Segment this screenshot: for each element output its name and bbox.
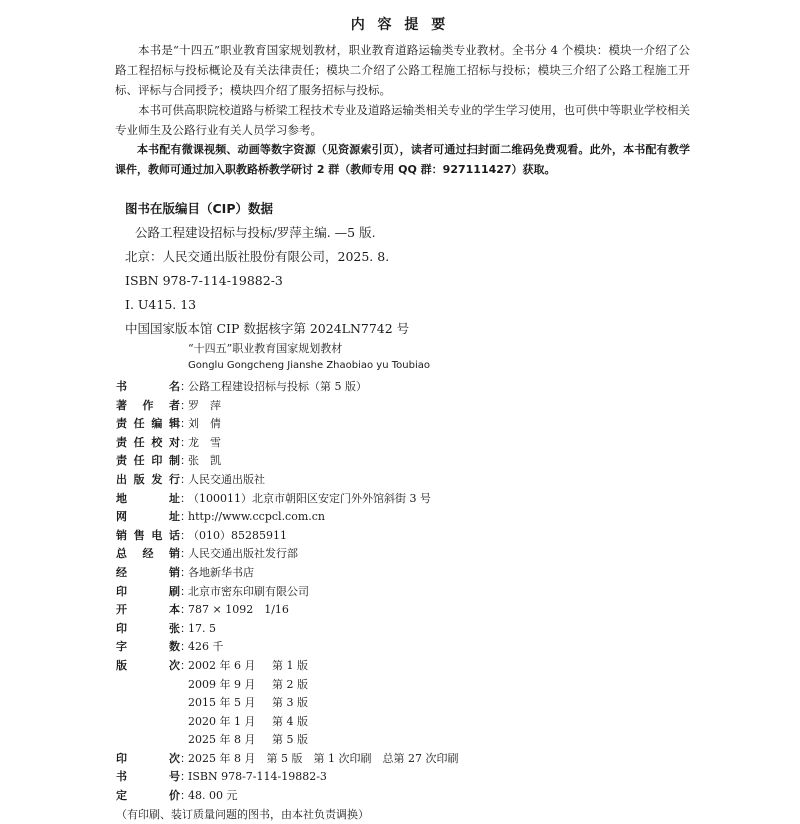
edition-date: 2002 年 6 月	[188, 658, 256, 672]
field-value: 426 千	[188, 640, 224, 654]
field-value: （010）85285911	[188, 528, 287, 542]
field-label: 经 销	[116, 565, 180, 579]
field-value: 刘 倩	[188, 417, 221, 431]
colophon-row: 责任编辑 ： 刘 倩	[116, 415, 716, 434]
field-label: 版 次	[116, 658, 180, 672]
field-value: 2025 年 8 月 第 5 版 第 1 次印刷 总第 27 次印刷	[188, 751, 459, 765]
edition-number: 第 2 版	[272, 677, 308, 691]
field-label: 著 作 者	[116, 398, 180, 412]
edition-date: 2009 年 9 月	[188, 677, 256, 691]
field-label: 地 址	[116, 491, 180, 505]
summary-text-2	[115, 100, 690, 140]
cip-classification: Ⅰ. U415. 13	[125, 297, 197, 312]
edition-number: 第 1 版	[272, 658, 308, 672]
edition-date: 2015 年 5 月	[188, 696, 256, 710]
field-value: 人民交通出版社	[188, 472, 265, 486]
field-label: 定 价	[116, 789, 180, 803]
cip-line-title: 公路工程建设招标与投标/罗萍主编. —5 版.	[135, 225, 376, 240]
field-value: （100011）北京市朝阳区安定门外外馆斜街 3 号	[188, 491, 431, 505]
field-label: 网 址	[116, 510, 180, 524]
colophon-table	[116, 378, 716, 824]
colophon-row: 印 张 ： 17. 5	[116, 620, 716, 639]
field-label: 字 数	[116, 640, 180, 654]
field-value: 各地新华书店	[188, 565, 254, 579]
price-row: 定 价 ： 48. 00 元	[116, 787, 716, 806]
field-value: 罗 萍	[188, 398, 221, 412]
field-label: 印 张	[116, 621, 180, 635]
summary-paragraph-digital-resources: 本书配有微课视频、动画等数字资源（见资源索引页），读者可通过扫封面二维码免费观看。此外，本书配有教学课件，教师可通过加入职教路桥教学研讨 2 群（教师专用 QQ 群：927111427）获取。	[115, 143, 690, 176]
colophon-row: 经 销 ： 各地新华书店	[116, 564, 716, 583]
cip-data-block	[125, 197, 685, 341]
colophon-row: 销售电话 ： （010）85285911	[116, 527, 716, 546]
colophon-row: 出版发行 ： 人民交通出版社	[116, 471, 716, 490]
colophon-row: 责任印制 ： 张 凯	[116, 452, 716, 471]
field-label: 出版发行	[116, 472, 180, 486]
edition-row	[116, 694, 716, 713]
colophon-row: 著 作 者 ： 罗 萍	[116, 397, 716, 416]
colophon-row: 地 址 ： （100011）北京市朝阳区安定门外外馆斜街 3 号	[116, 490, 716, 509]
field-label: 销售电话	[116, 528, 180, 542]
edition-number: 第 5 版	[272, 733, 308, 747]
colophon-row: 书 名 ： 公路工程建设招标与投标（第 5 版）	[116, 378, 716, 397]
printing-row: 印 次 ： 2025 年 8 月 第 5 版 第 1 次印刷 总第 27 次印刷	[116, 750, 716, 769]
field-label: 印 次	[116, 751, 180, 765]
cip-isbn: ISBN 978-7-114-19882-3	[125, 273, 283, 288]
edition-row	[116, 676, 716, 695]
field-label: 总 经 销	[116, 547, 180, 561]
edition-date: 2025 年 8 月	[188, 733, 256, 747]
cip-title: 图书在版编目（CIP）数据	[125, 201, 273, 216]
field-value: ISBN 978-7-114-19882-3	[188, 770, 327, 784]
colophon-row: 印 刷 ： 北京市密东印刷有限公司	[116, 583, 716, 602]
cip-line-publisher: 北京：人民交通出版社股份有限公司，2025. 8.	[125, 249, 390, 264]
field-label: 责任校对	[116, 435, 180, 449]
summary-paragraph-1: 本书是“十四五”职业教育国家规划教材，职业教育道路运输类专业教材。全书分 4 个模块：模块一介绍了公路工程招标与投标概论及有关法律责任；模块二介绍了公路工程施工招标与投标；模块三介绍了公路工程施工开标、评标与合同授予；模块四介绍了服务招标与投标。	[115, 43, 690, 97]
edition-date: 2020 年 1 月	[188, 714, 256, 728]
field-value: 北京市密东印刷有限公司	[188, 584, 309, 598]
field-value: 48. 00 元	[188, 789, 238, 803]
series-name: “十四五”职业教育国家规划教材	[188, 342, 343, 355]
summary-text-3	[115, 140, 690, 180]
field-value: 787 × 1092 1/16	[188, 603, 289, 617]
edition-row	[116, 713, 716, 732]
summary-title: 内 容 提 要	[350, 17, 450, 33]
title-pinyin: Gonglu Gongcheng Jianshe Zhaobiao yu Toubiao	[188, 360, 430, 371]
colophon-row: 开 本 ： 787 × 1092 1/16	[116, 601, 716, 620]
field-value: 公路工程建设招标与投标（第 5 版）	[188, 380, 367, 393]
field-value: 龙 雪	[188, 435, 221, 449]
summary-paragraph-2: 本书可供高职院校道路与桥梁工程技术专业及道路运输类相关专业的学生学习使用，也可供中等职业学校相关专业师生及公路行业有关人员学习参考。	[115, 103, 690, 137]
field-label: 书 名	[116, 380, 180, 393]
cip-record-number: 中国国家版本馆 CIP 数据核字第 2024LN7742 号	[125, 321, 410, 336]
field-label: 责任印制	[116, 454, 180, 468]
edition-number: 第 4 版	[272, 714, 308, 728]
field-value: 17. 5	[188, 621, 216, 635]
field-label: 责任编辑	[116, 417, 180, 431]
field-label: 印 刷	[116, 584, 180, 598]
summary-text	[115, 40, 690, 100]
isbn-row: 书 号 ： ISBN 978-7-114-19882-3	[116, 768, 716, 787]
edition-row	[116, 731, 716, 750]
colophon-row: 字 数 ： 426 千	[116, 638, 716, 657]
field-value: 张 凯	[188, 454, 221, 468]
field-label: 开 本	[116, 603, 180, 617]
website-link[interactable]: http://www.ccpcl.com.cn	[188, 510, 326, 524]
field-label: 书 号	[116, 770, 180, 784]
colophon-row: 总 经 销 ： 人民交通出版社发行部	[116, 545, 716, 564]
edition-row: 版 次 ： 2002 年 6 月 第 1 版	[116, 657, 716, 676]
colophon-row: 责任校对 ： 龙 雪	[116, 434, 716, 453]
field-value: 人民交通出版社发行部	[188, 547, 298, 561]
quality-notice: （有印刷、装订质量问题的图书，由本社负责调换）	[116, 807, 369, 821]
colophon-row: 网 址 ： http://www.ccpcl.com.cn	[116, 508, 716, 527]
edition-number: 第 3 版	[272, 696, 308, 710]
